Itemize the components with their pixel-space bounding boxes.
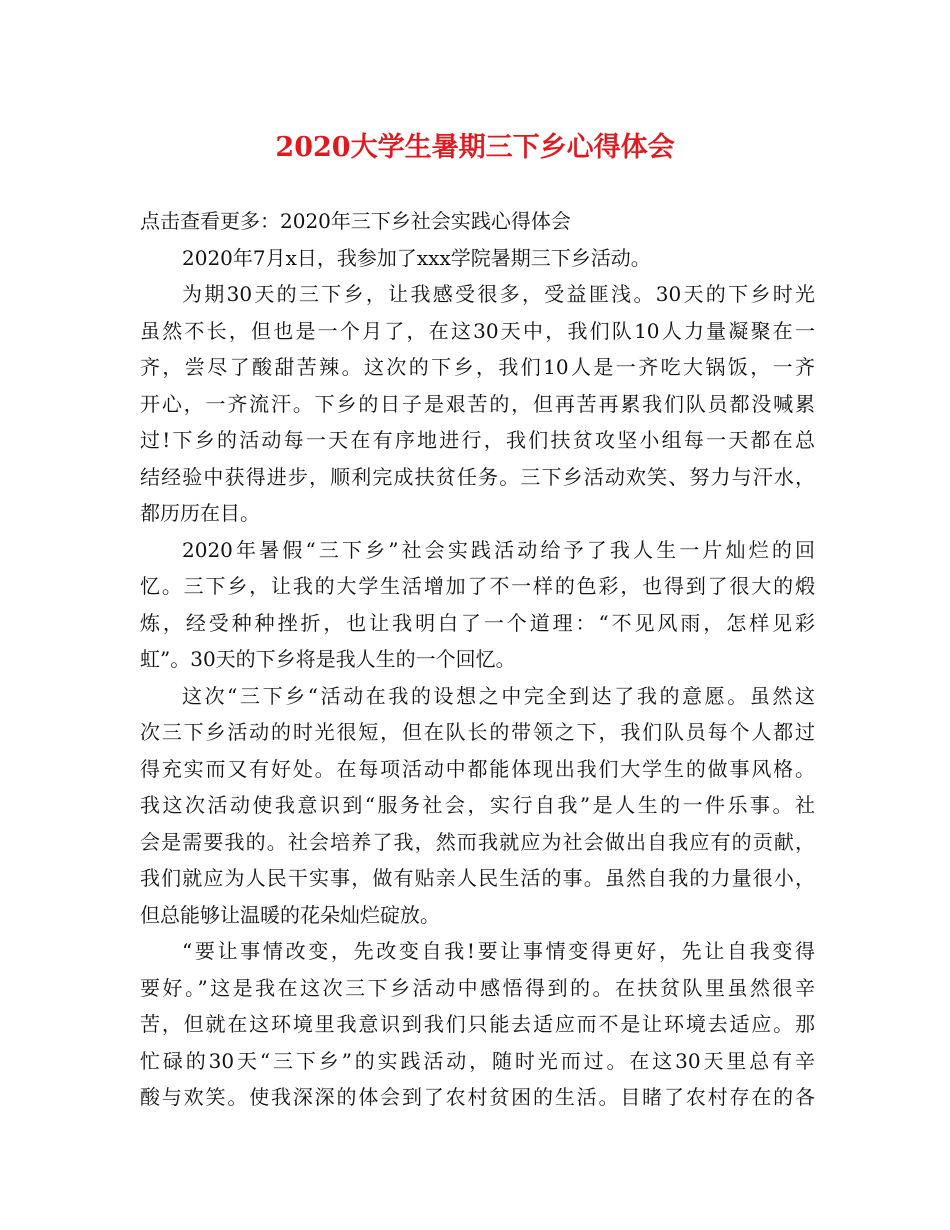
text-line: 苦，但就在这环境里我意识到我们只能去适应而不是让环境去适应。那 bbox=[140, 1012, 815, 1036]
text-line: “要让事情改变，先改变自我!要让事情变得更好，先让自我变得 bbox=[182, 939, 815, 963]
text-line: 点击查看更多：2020年三下乡社会实践心得体会 bbox=[140, 209, 571, 233]
text-line: 要好。”这是我在这次三下乡活动中感悟得到的。在扶贫队里虽然很辛 bbox=[140, 975, 815, 1000]
text-line: 得充实而又有好处。在每项活动中都能体现出我们大学生的做事风格。 bbox=[140, 756, 815, 781]
text-line: 虽然不长，但也是一个月了，在这30天中，我们队10人力量凝聚在一 bbox=[140, 318, 815, 343]
text-line: 为期30天的三下乡，让我感受很多，受益匪浅。30天的下乡时光 bbox=[182, 282, 815, 306]
document-title: 2020大学生暑期三下乡心得体会 bbox=[275, 132, 675, 163]
text-line: 会是需要我的。社会培养了我，然而我就应为社会做出自我应有的贡献， bbox=[140, 829, 815, 854]
text-line: 2020年暑假“三下乡”社会实践活动给予了我人生一片灿烂的回 bbox=[182, 537, 815, 562]
text-line: 次三下乡活动的时光很短，但在队长的带领之下，我们队员每个人都过 bbox=[140, 720, 815, 744]
text-line: 炼，经受种种挫折，也让我明白了一个道理：“不见风雨，怎样见彩 bbox=[140, 610, 815, 635]
text-line: 过!下乡的活动每一天在有序地进行，我们扶贫攻坚小组每一天都在总 bbox=[140, 428, 815, 452]
text-line: 但总能够让温暖的花朵灿烂碇放。 bbox=[140, 902, 440, 927]
text-line: 酸与欢笑。使我深深的体会到了农村贫困的生活。目睹了农村存在的各 bbox=[140, 1085, 815, 1109]
text-line: 忆。三下乡，让我的大学生活增加了不一样的色彩，也得到了很大的煅 bbox=[140, 574, 815, 598]
text-line: 忙碌的30天“三下乡”的实践活动，随时光而过。在这30天里总有辛 bbox=[140, 1048, 815, 1073]
text-line: 我们就应为人民干实事，做有贴亲人民生活的事。虽然自我的力量很小， bbox=[140, 866, 815, 890]
text-line: 这次“三下乡“活动在我的设想之中完全到达了我的意愿。虽然这 bbox=[182, 683, 815, 708]
document-body bbox=[140, 203, 815, 1116]
text-line: 开心，一齐流汗。下乡的日子是艰苦的，但再苦再累我们队员都没喊累 bbox=[140, 391, 815, 416]
text-line: 都历历在目。 bbox=[140, 501, 260, 525]
text-line: 我这次活动使我意识到“服务社会，实行自我”是人生的一件乐事。社 bbox=[140, 793, 815, 817]
text-line: 齐，尝尽了酸甜苦辣。这次的下乡，我们10人是一齐吃大锅饭，一齐 bbox=[140, 355, 815, 379]
text-line: 结经验中获得进步，顺利完成扶贫任务。三下乡活动欢笑、努力与汗水， bbox=[140, 464, 815, 489]
text-line: 虹”。30天的下乡将是我人生的一个回忆。 bbox=[140, 647, 516, 671]
text-line: 2020年7月x日，我参加了xxx学院暑期三下乡活动。 bbox=[182, 245, 651, 270]
